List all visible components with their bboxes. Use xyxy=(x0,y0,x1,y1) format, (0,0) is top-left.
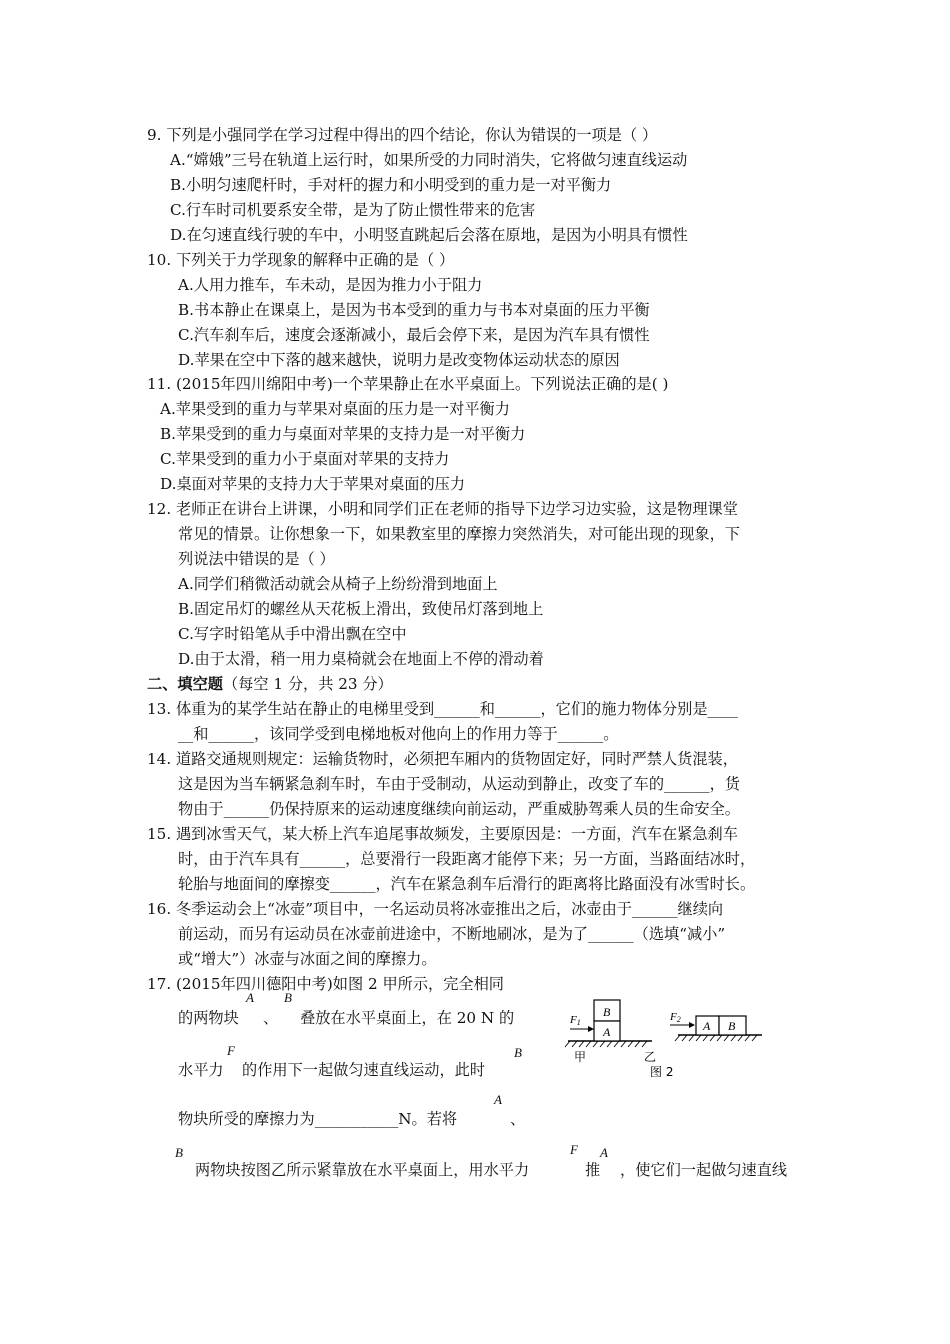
f2-subscript: 2 xyxy=(676,1015,681,1024)
section-title: 二、填空题 xyxy=(147,675,223,693)
q12-line1: 12. 老师正在讲台上讲课，小明和同学们正在老师的指导下边学习边实验，这是物理课堂 xyxy=(147,500,738,518)
q11-option-a: A.苹果受到的重力与苹果对桌面的压力是一对平衡力 xyxy=(160,400,510,418)
q11-option-c: C.苹果受到的重力小于桌面对苹果的支持力 xyxy=(160,450,450,468)
q10-option-d: D.苹果在空中下落的越来越快，说明力是改变物体运动状态的原因 xyxy=(178,351,620,369)
q11-option-d: D.桌面对苹果的支持力大于苹果对桌面的压力 xyxy=(160,475,466,493)
q17-var-a3: A xyxy=(600,1145,608,1160)
jia-arrow-head xyxy=(588,1026,594,1032)
q16-line2: 前运动，而另有运动员在冰壶前进途中，不断地刷冰，是为了______（选填“减小” xyxy=(178,925,726,943)
q17-var-f: F xyxy=(227,1043,235,1058)
label-jia: 甲 xyxy=(574,1050,587,1064)
q14-line1: 14. 道路交通规则规定：运输货物时，必须把车厢内的货物固定好，同时严禁人货混装， xyxy=(147,750,738,768)
q17-l2b: 、 xyxy=(263,1009,279,1027)
q17-line1: 17. (2015年四川德阳中考)如图 2 甲所示，完全相同 xyxy=(147,975,504,993)
q10-stem: 10. 下列关于力学现象的解释中正确的是（ ） xyxy=(147,251,455,269)
label-yi: 乙 xyxy=(644,1050,657,1064)
q13-line1: 13. 体重为的某学生站在静止的电梯里受到______和______，它们的施力物体分别是____ xyxy=(147,700,738,718)
section-heading xyxy=(147,674,393,694)
q15-line2: 时，由于汽车具有______，总要滑行一段距离才能停下来；另一方面，当路面结冰时， xyxy=(178,850,756,868)
q17-l5b: 推 xyxy=(585,1161,601,1179)
q10-option-c: C.汽车刹车后，速度会逐渐减小，最后会停下来，是因为汽车具有惯性 xyxy=(178,326,650,344)
q14-line2: 这是因为当车辆紧急刹车时，车由于受制动，从运动到静止，改变了车的______，货 xyxy=(178,775,740,793)
q15-line3: 轮胎与地面间的摩擦变______，汽车在紧急刹车后滑行的距离将比路面没有冰雪时长。 xyxy=(178,875,756,893)
q17-l2c: 叠放在水平桌面上，在 20 N 的 xyxy=(300,1009,515,1027)
q10-option-b: B.书本静止在课桌上，是因为书本受到的重力与书本对桌面的压力平衡 xyxy=(178,301,650,319)
q17-var-b: B xyxy=(284,990,292,1005)
q9-option-b: B.小明匀速爬杆时，手对杆的握力和小明受到的重力是一对平衡力 xyxy=(170,176,612,194)
q11-stem: 11. (2015年四川绵阳中考)一个苹果静止在水平桌面上。下列说法正确的是( ) xyxy=(147,375,669,393)
yi-ground-hatch xyxy=(675,1035,757,1041)
yi-force-f2 xyxy=(669,1011,681,1024)
q12-option-c: C.写字时铅笔从手中滑出飘在空中 xyxy=(178,625,407,643)
q15-line1: 15. 遇到冰雪天气，某大桥上汽车追尾事故频发，主要原因是：一方面，汽车在紧急刹车 xyxy=(147,825,738,843)
figure-caption: 图 2 xyxy=(650,1065,674,1079)
figure-2 xyxy=(560,990,780,1085)
jia-label-b: B xyxy=(603,1005,611,1019)
q17-l3b: 的作用下一起做匀速直线运动，此时 xyxy=(242,1061,485,1079)
q9-option-c: C.行车时司机要系安全带，是为了防止惯性带来的危害 xyxy=(170,201,536,219)
q17-var-b2: B xyxy=(514,1045,522,1060)
q9-option-d: D.在匀速直线行驶的车中，小明竖直跳起后会落在原地，是因为小明具有惯性 xyxy=(170,226,688,244)
q17-l5c: ，使它们一起做匀速直线 xyxy=(620,1161,788,1179)
q17-l5a: 两物块按图乙所示紧靠放在水平桌面上，用水平力 xyxy=(195,1161,530,1179)
q16-line1: 16. 冬季运动会上“冰壶”项目中，一名运动员将冰壶推出之后，冰壶由于______继续向 xyxy=(147,900,724,918)
q10-option-a: A.人用力推车，车未动，是因为推力小于阻力 xyxy=(178,276,483,294)
q16-line3: 或“增大”）冰壶与冰面之间的摩擦力。 xyxy=(178,950,437,968)
jia-force-f1 xyxy=(569,1014,581,1027)
q17-l4b: 、 xyxy=(510,1110,526,1128)
yi-label-b: B xyxy=(728,1019,736,1033)
q17-var-f2: F xyxy=(570,1142,578,1157)
q12-option-d: D.由于太滑，稍一用力桌椅就会在地面上不停的滑动着 xyxy=(178,650,544,668)
yi-label-a: A xyxy=(703,1019,711,1033)
q11-option-b: B.苹果受到的重力与桌面对苹果的支持力是一对平衡力 xyxy=(160,425,526,443)
q17-l3a: 水平力 xyxy=(178,1061,224,1079)
q13-line2: __和______，该同学受到电梯地板对他向上的作用力等于______。 xyxy=(178,725,619,743)
q14-line3: 物由于______仍保持原来的运动速度继续向前运动，严重威胁驾乘人员的生命安全。 xyxy=(178,800,740,818)
jia-label-a: A xyxy=(603,1025,611,1039)
q12-line2: 常见的情景。让你想象一下，如果教室里的摩擦力突然消失，对可能出现的现象，下 xyxy=(178,525,740,543)
f1-subscript: 1 xyxy=(576,1018,581,1027)
q12-line3: 列说法中错误的是（ ） xyxy=(178,550,335,568)
f1-symbol: F xyxy=(570,1014,577,1026)
f2-symbol: F xyxy=(670,1011,677,1023)
q17-var-b3: B xyxy=(175,1145,183,1160)
q17-var-a: A xyxy=(246,990,254,1005)
q12-option-b: B.固定吊灯的螺丝从天花板上滑出，致使吊灯落到地上 xyxy=(178,600,544,618)
q17-l4a: 物块所受的摩擦力为___________N。若将 xyxy=(178,1110,458,1128)
jia-ground-hatch xyxy=(565,1041,647,1047)
q17-l2a: 的两物块 xyxy=(178,1009,239,1027)
section-note: （每空 1 分，共 23 分） xyxy=(222,675,393,693)
q17-var-a2: A xyxy=(494,1092,502,1107)
q9-stem: 9. 下列是小强同学在学习过程中得出的四个结论，你认为错误的一项是（ ） xyxy=(147,126,658,144)
yi-arrow-head xyxy=(689,1022,695,1028)
q9-option-a: A.“嫦娥”三号在轨道上运行时，如果所受的力同时消失，它将做匀速直线运动 xyxy=(170,151,688,169)
q12-option-a: A.同学们稍微活动就会从椅子上纷纷滑到地面上 xyxy=(178,575,498,593)
